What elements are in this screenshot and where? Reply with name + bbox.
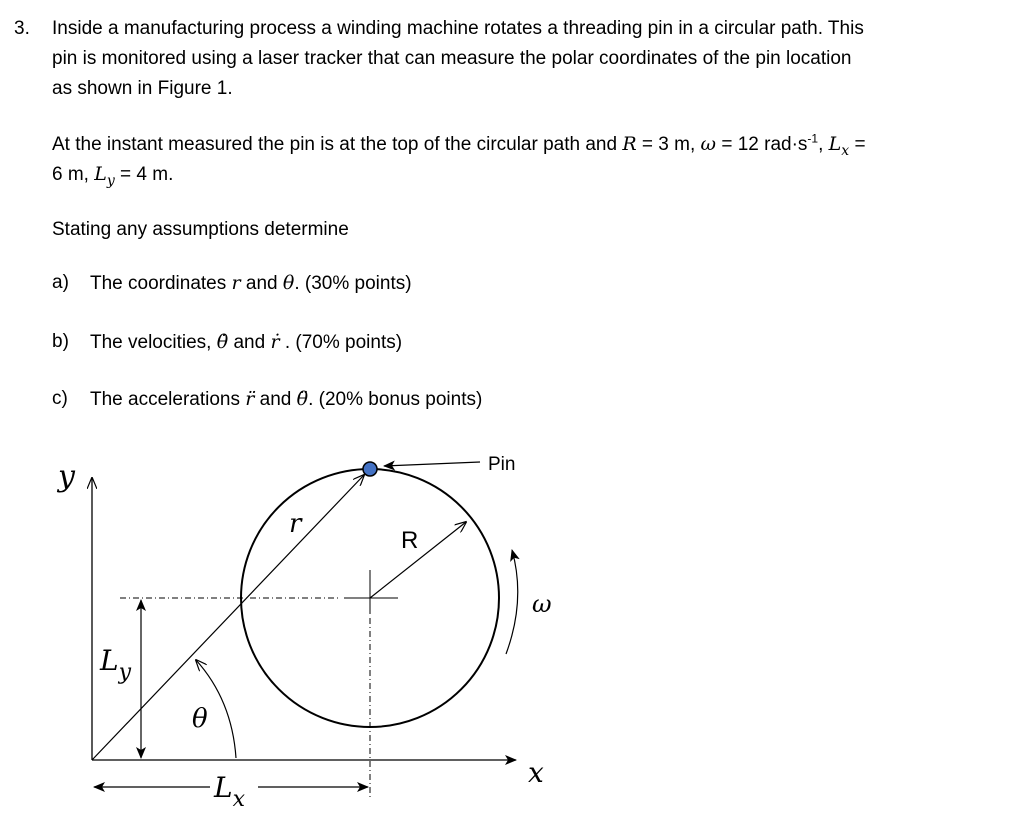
Ly-label: $L_y$ <box>100 644 132 685</box>
r-label: r <box>289 509 302 539</box>
omega-symbol: ω <box>700 133 717 155</box>
part-a-sym2: θ <box>282 272 295 294</box>
omega-label: ω <box>532 590 552 618</box>
part-b-mid: and <box>228 332 271 353</box>
conditions-prefix: At the instant measured the pin is at the top of the circular path and <box>52 134 623 155</box>
R-symbol: R <box>622 133 637 155</box>
Lx-symbol: L <box>828 133 842 155</box>
part-b-sym1: θ̇ <box>216 331 229 353</box>
Lx-label: $L_x$ <box>214 771 246 812</box>
Ly-symbol: L <box>94 163 107 185</box>
pin-label: Pin <box>488 454 516 475</box>
part-b-sym2: ṙ <box>270 331 280 353</box>
R-label: R <box>401 527 419 554</box>
pin-marker <box>363 462 377 476</box>
separator: , <box>818 134 829 155</box>
intro-line-2: pin is monitored using a laser tracker that can measure the polar coordinates of the pin location <box>52 48 852 69</box>
omega-value: = 12 rad·s <box>716 134 808 155</box>
part-a-mid: and <box>240 273 283 294</box>
Lx-equals: = <box>849 134 866 155</box>
part-c-mid: and <box>254 389 297 410</box>
Ly-value: = 4 m. <box>114 164 174 185</box>
part-a-after: . (30% points) <box>294 273 412 294</box>
part-c-sym2: θ̈ <box>296 388 309 410</box>
pin-pointer-arrow <box>384 462 480 466</box>
Ly-subscript: y <box>106 172 115 189</box>
part-c-sym1: r̈ <box>245 388 255 410</box>
R-value: = 3 m, <box>636 134 701 155</box>
part-b-after: . (70% points) <box>279 332 403 353</box>
omega-exponent: -1 <box>807 131 819 146</box>
part-c-after: . (20% bonus points) <box>308 389 483 410</box>
part-b-before: The velocities, <box>90 332 217 353</box>
instruction: Stating any assumptions determine <box>52 219 349 240</box>
x-axis-label: x <box>528 756 544 789</box>
intro-line-3: as shown in Figure 1. <box>52 78 233 99</box>
theta-label: θ <box>192 704 208 734</box>
question-number: 3. <box>14 18 30 39</box>
part-a-sym1: r <box>231 272 241 294</box>
part-a-label: a) <box>52 272 69 293</box>
intro-line-1: Inside a manufacturing process a winding machine rotates a threading pin in a circular path. This <box>52 18 864 39</box>
part-a-before: The coordinates <box>90 273 232 294</box>
part-c-label: c) <box>52 388 68 409</box>
part-b-label: b) <box>52 331 69 352</box>
y-axis-label: y <box>58 459 75 494</box>
omega-arc <box>506 550 518 654</box>
Lx-value: 6 m, <box>52 164 95 185</box>
Lx-subscript: x <box>841 142 850 159</box>
part-c-before: The accelerations <box>90 389 246 410</box>
